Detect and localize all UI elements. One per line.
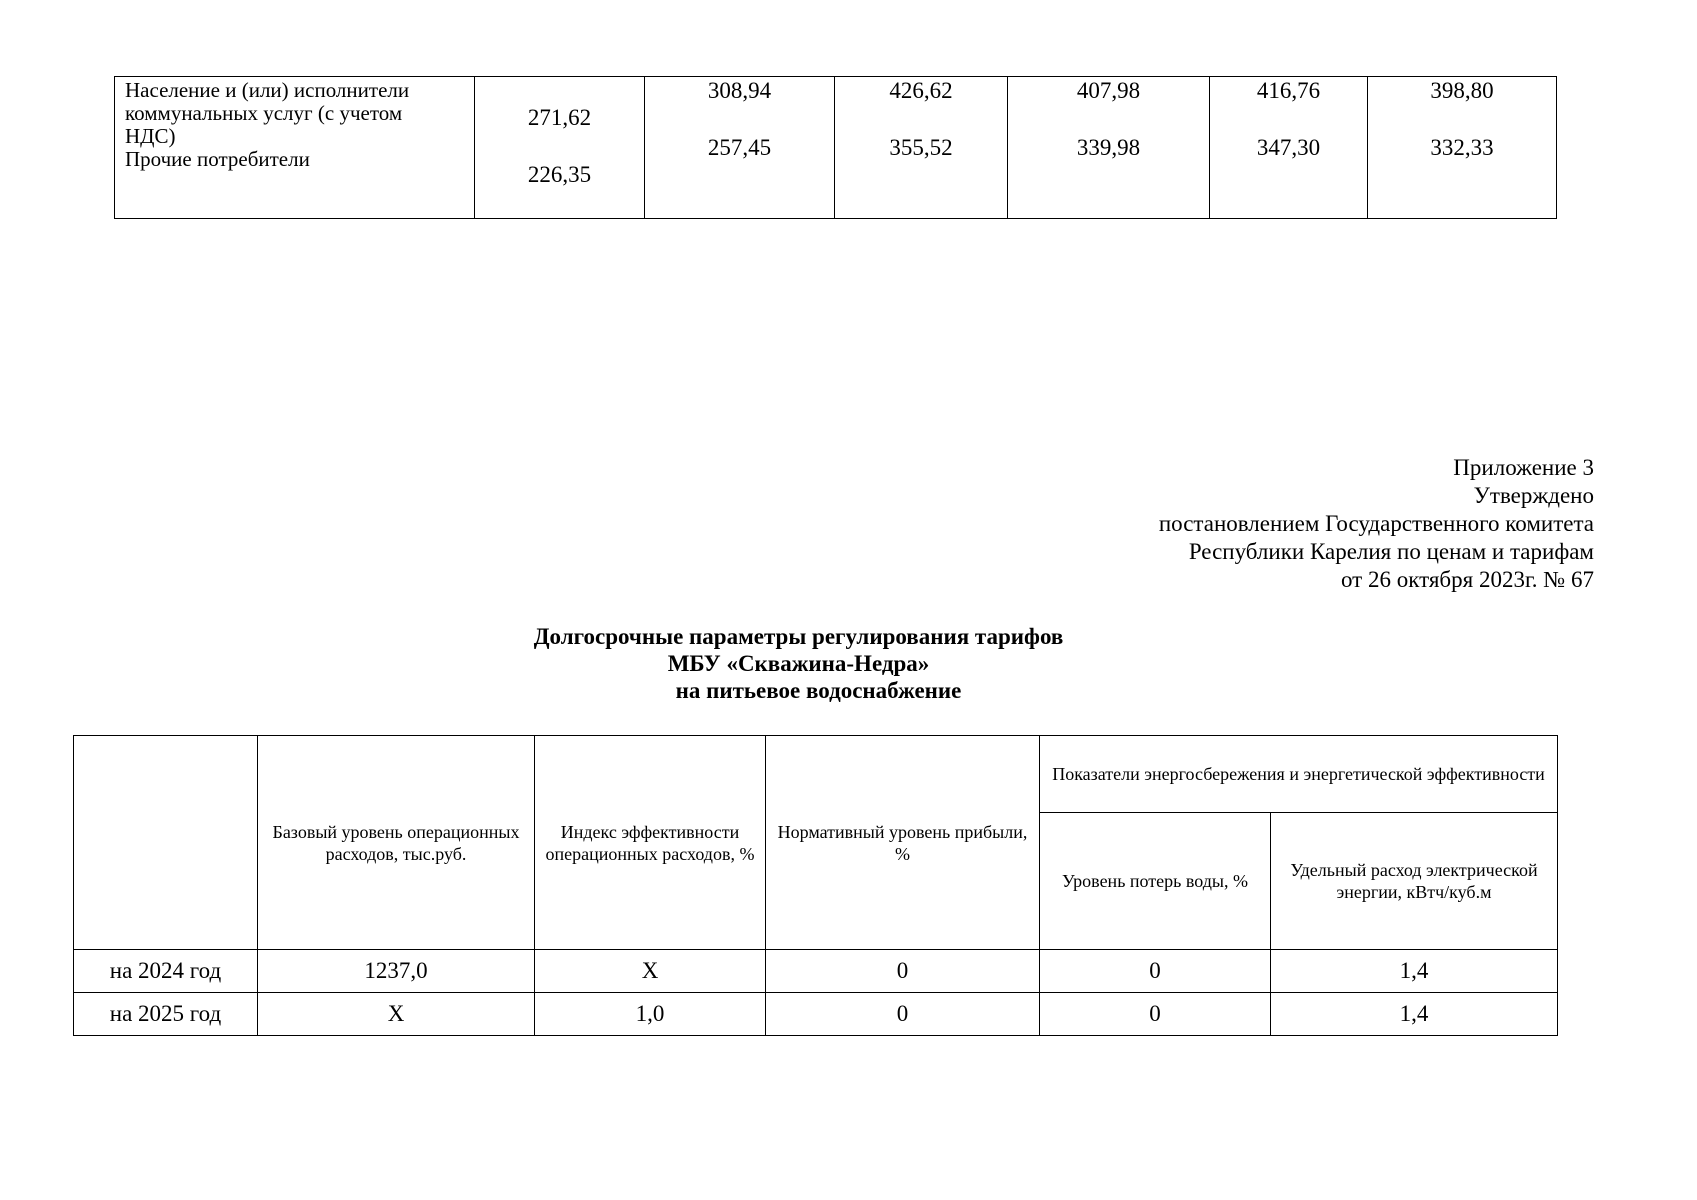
title-line: на питьевое водоснабжение: [675, 678, 962, 703]
tariff-value: 347,30: [1256, 135, 1321, 160]
appendix-block: [1159, 454, 1594, 594]
tariff-value: 398,80: [1430, 78, 1494, 103]
tariff-table: [114, 76, 1557, 219]
normative-profit-cell: 0: [766, 993, 1040, 1036]
normative-profit-header: Нормативный уровень прибыли, %: [766, 736, 1040, 950]
approval-authority-line: Республики Карелия по ценам и тарифам: [1188, 539, 1594, 564]
approval-authority-line: постановлением Государственного комитета: [1158, 511, 1594, 536]
tariff-value: 226,35: [527, 162, 592, 187]
category-label-line: коммунальных услуг (с учетом: [125, 101, 403, 125]
electricity-cell: 1,4: [1271, 993, 1558, 1036]
tariff-cell: [645, 77, 835, 219]
energy-indicators-header: Показатели энергосбережения и энергетической эффективности: [1040, 736, 1558, 813]
title-line: МБУ «Скважина-Недра»: [667, 651, 930, 676]
parameters-table: [73, 735, 1558, 1036]
base-level-header: Базовый уровень операционных расходов, тыс.руб.: [258, 736, 535, 950]
approval-date: от 26 октября 2023г. № 67: [1340, 567, 1594, 592]
tariff-value: 308,94: [707, 78, 772, 103]
base-level-cell: Х: [258, 993, 535, 1036]
tariff-value: 339,98: [1076, 135, 1141, 160]
table-row: [74, 950, 1558, 993]
tariff-value: 332,33: [1430, 135, 1494, 160]
tariff-value: 257,45: [707, 135, 772, 160]
title-line: Долгосрочные параметры регулирования тарифов: [533, 624, 1064, 649]
water-loss-cell: 0: [1040, 993, 1271, 1036]
tariff-cell: [1008, 77, 1210, 219]
efficiency-index-header: Индекс эффективности операционных расходов, %: [535, 736, 766, 950]
water-loss-header: Уровень потерь воды, %: [1040, 813, 1271, 950]
period-cell: на 2025 год: [74, 993, 258, 1036]
period-cell: на 2024 год: [74, 950, 258, 993]
table-header-row: [74, 736, 1558, 813]
electricity-cell: 1,4: [1271, 950, 1558, 993]
tariff-value: 355,52: [889, 135, 953, 160]
table-row: [74, 993, 1558, 1036]
normative-profit-cell: 0: [766, 950, 1040, 993]
approval-label: Утверждено: [1473, 483, 1594, 508]
category-label-line: Население и (или) исполнители: [125, 78, 410, 102]
category-label-line: НДС): [125, 124, 176, 148]
base-tariff-cell: [475, 77, 645, 219]
tariff-cell: [1210, 77, 1368, 219]
tariff-value: 407,98: [1076, 78, 1141, 103]
tariff-value: 416,76: [1256, 78, 1321, 103]
tariff-cell: [835, 77, 1008, 219]
base-level-cell: 1237,0: [258, 950, 535, 993]
water-loss-cell: 0: [1040, 950, 1271, 993]
period-header: [74, 736, 258, 950]
efficiency-index-cell: Х: [535, 950, 766, 993]
efficiency-index-cell: 1,0: [535, 993, 766, 1036]
tariff-value: 271,62: [527, 105, 592, 130]
table-row: [115, 77, 1557, 219]
tariff-value: 426,62: [889, 78, 953, 103]
electricity-consumption-header: Удельный расход электрической энергии, кВтч/куб.м: [1271, 813, 1558, 950]
consumer-category-cell: [115, 77, 475, 219]
category-label-line: Прочие потребители: [125, 147, 310, 171]
appendix-number: Приложение 3: [1453, 455, 1594, 480]
tariff-cell: [1368, 77, 1557, 219]
document-title: [0, 623, 1697, 704]
